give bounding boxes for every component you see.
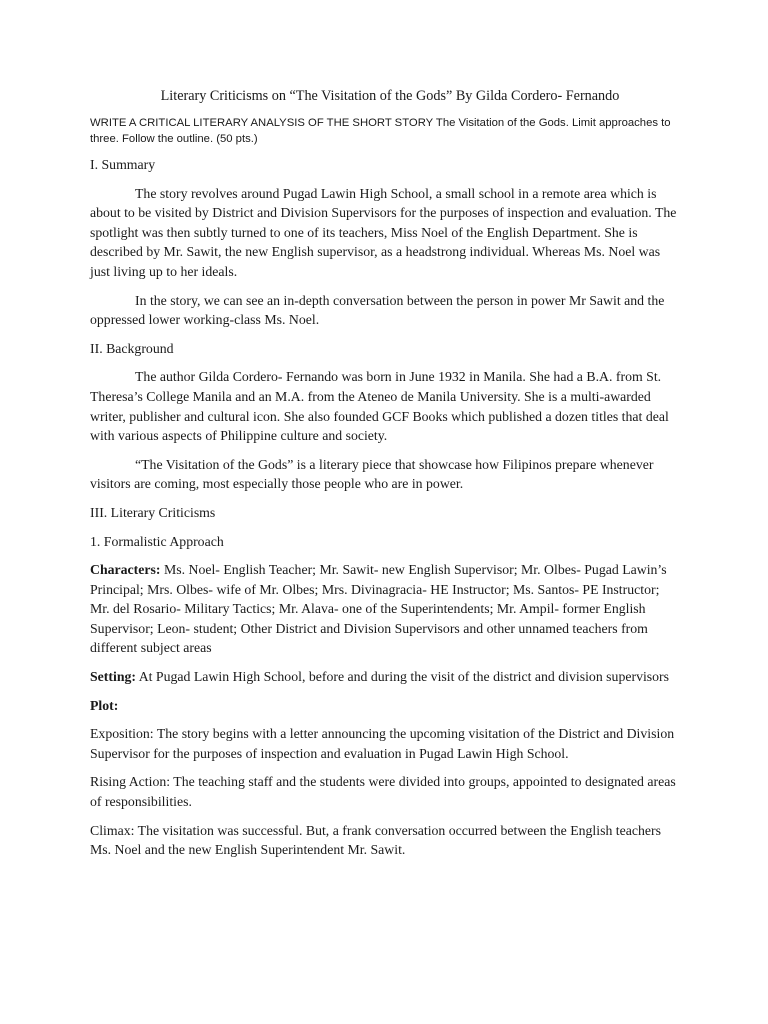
background-paragraph-2: “The Visitation of the Gods” is a literary piece that showcase how Filipinos prepare whenever visitors are coming, most especially those people who are in power. <box>90 456 654 492</box>
summary-paragraph-2: In the story, we can see an in-depth conversation between the person in power Mr Sawit and the oppressed lower working-class Ms. Noel. <box>90 292 665 328</box>
setting-label: Setting: <box>90 669 136 685</box>
climax-paragraph: Climax: The visitation was successful. But, a frank conversation occurred between the English teachers Ms. Noel and the new English Superintendent Mr. Sawit. <box>90 822 661 858</box>
document-title: Literary Criticisms on “The Visitation of the Gods” By Gilda Cordero- Fernando <box>160 88 620 104</box>
background-paragraph-1: The author Gilda Cordero- Fernando was born in June 1932 in Manila. She had a B.A. from St. Theresa’s College Manila and an M.A. from the Ateneo de Manila University. She is a multi-awarded writer, publisher and cultural icon. She also founded GCF Books which published a dozen titles that deal with various aspects of Philippine culture and society. <box>90 369 669 444</box>
setting-text: At Pugad Lawin High School, before and during the visit of the district and division supervisors <box>136 669 670 685</box>
criticisms-heading: III. Literary Criticisms <box>90 504 216 520</box>
plot-label: Plot: <box>90 697 119 713</box>
characters-text: Ms. Noel- English Teacher; Mr. Sawit- new English Supervisor; Mr. Olbes- Pugad Lawin’s Principal; Mrs. Olbes- wife of Mr. Olbes; Mrs. Divinagracia- HE Instructor; Ms. Santos- PE Instructor; Mr. del Rosario- Military Tactics; Mr. Alava- one of the Superintendents; Mr. Ampil- former English Supervisor; Leon- student; Other District and Division Supervisors and other unnamed teachers from different subject areas <box>90 562 667 656</box>
characters-paragraph <box>90 560 682 658</box>
setting-paragraph <box>90 667 682 687</box>
summary-heading: I. Summary <box>90 157 156 172</box>
background-heading: II. Background <box>90 340 174 356</box>
rising-action-paragraph: Rising Action: The teaching staff and the students were divided into groups, appointed to designated areas of responsibilities. <box>90 774 676 810</box>
characters-label: Characters: <box>90 562 161 578</box>
summary-paragraph-1: The story revolves around Pugad Lawin High School, a small school in a remote area which is about to be visited by District and Division Supervisors for the purposes of inspection and evaluation. The spotlight was then subtly turned to one of its teachers, Miss Noel of the English Department. She is described by Mr. Sawit, the new English supervisor, as a headstrong individual. Whereas Ms. Noel was just living up to her ideals. <box>90 185 677 279</box>
exposition-paragraph: Exposition: The story begins with a letter announcing the upcoming visitation of the District and Division Supervisor for the purposes of inspection and evaluation in Pugad Lawin High School. <box>90 726 675 761</box>
assignment-instructions: WRITE A CRITICAL LITERARY ANALYSIS OF THE SHORT STORY The Visitation of the Gods. Limit approaches to three. Follow the outline. (50 pts.) <box>90 117 671 145</box>
document-page <box>90 86 682 869</box>
formalistic-approach-heading: 1. Formalistic Approach <box>90 533 224 549</box>
